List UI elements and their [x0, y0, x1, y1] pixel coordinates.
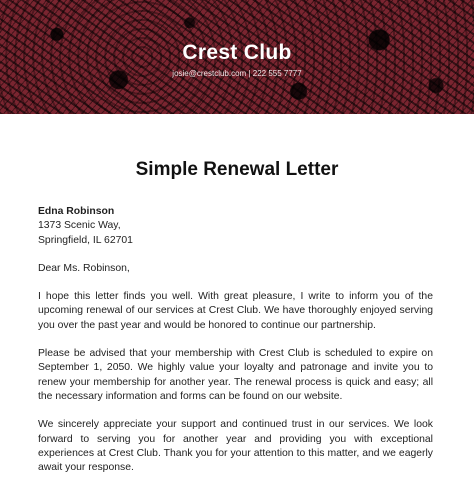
contact-info: josie@crestclub.com | 222 555 7777 [172, 69, 302, 78]
sender-address-line2: Springfield, IL 62701 [38, 234, 133, 246]
paragraph-1: I hope this letter finds you well. With great pleasure, I write to inform you of the upcoming renewal of our services at Crest Club. We have thoroughly enjoyed serving you over the past year and would be honored to continue our partnership. [38, 291, 433, 331]
club-name: Crest Club [182, 41, 292, 64]
paragraph-3: We sincerely appreciate your support and continued trust in our services. We look forward to serving you for another year and providing you with exceptional experiences at Crest Club. Thank you for your attention to this matter, and we eagerly await your response. [38, 419, 433, 474]
salutation: Dear Ms. Robinson, [38, 262, 130, 274]
sender-name: Edna Robinson [38, 206, 115, 217]
paragraph-2: Please be advised that your membership with Crest Club is scheduled to expire on September 1, 2050. We highly value your loyalty and patronage and invite you to renew your membership for another year. The renewal process is quick and easy; all the necessary information and forms can be found on our website. [38, 348, 433, 402]
letter-body [38, 205, 433, 489]
sender-address-line1: 1373 Scenic Way, [38, 220, 121, 232]
document-title: Simple Renewal Letter [135, 159, 339, 180]
header-banner [0, 0, 474, 114]
